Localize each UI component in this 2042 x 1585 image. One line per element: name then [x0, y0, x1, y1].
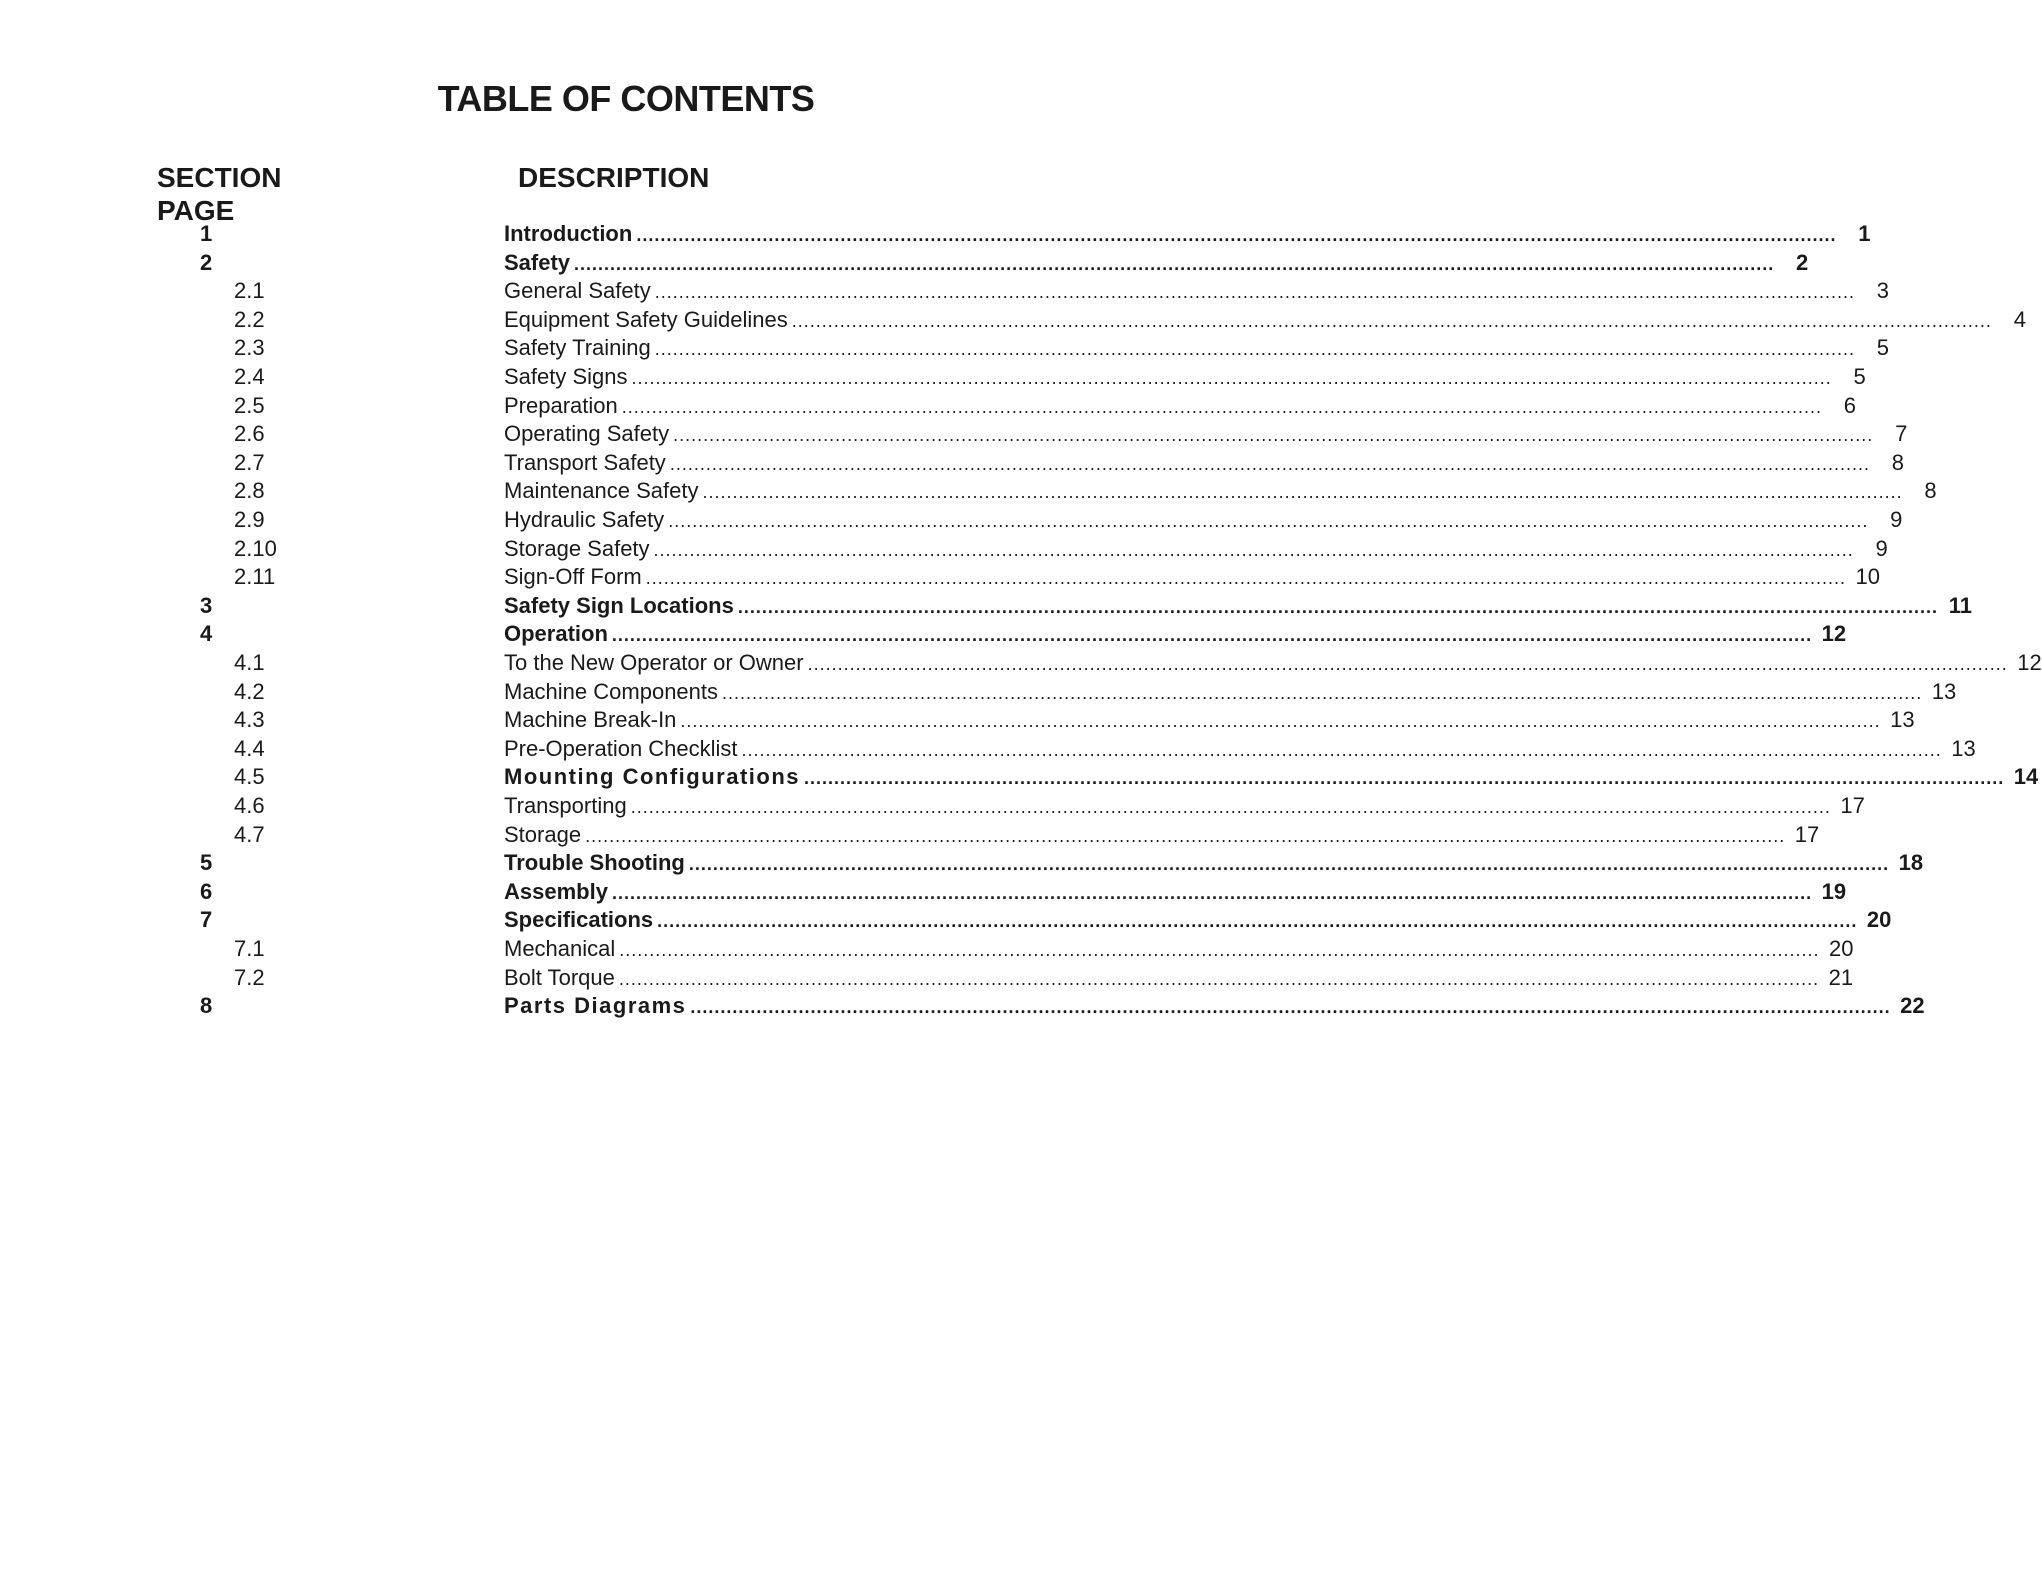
toc-description [504, 935, 1854, 964]
dot-leader: ........................................................................................................................................................................................................ [680, 711, 1881, 732]
toc-page-number: 9 [1875, 535, 1888, 561]
toc-section-number: 6 [200, 878, 213, 904]
toc-title: Storage [504, 821, 582, 847]
dot-leader: ........................................................................................................................................................................................................ [702, 482, 1903, 503]
page-title: TABLE OF CONTENTS [437, 78, 815, 119]
toc-description [504, 678, 1957, 707]
toc-section-number: 4 [200, 621, 213, 647]
dot-leader: ........................................................................................................................................................................................................ [621, 396, 1822, 417]
toc-title: Preparation [504, 392, 618, 418]
toc-entry [0, 620, 1847, 648]
toc-title: Safety Training [504, 335, 651, 361]
toc-entry [0, 763, 2039, 791]
toc-entry [0, 964, 1854, 992]
toc-section-number: 7 [200, 907, 213, 933]
toc-title: Safety Sign Locations [504, 592, 734, 618]
toc-description [504, 306, 2026, 335]
toc-page-number: 13 [1931, 678, 1957, 704]
toc-page-number: 8 [1891, 449, 1905, 475]
dot-leader: ........................................................................................................................................................................................................ [619, 940, 1820, 960]
toc-section-number: 2.2 [234, 306, 265, 332]
toc-entry [0, 649, 2042, 677]
dot-leader: ........................................................................................................................................................................................................ [636, 225, 1837, 245]
toc-page-number: 9 [1890, 507, 1903, 532]
toc-section-number: 8 [200, 993, 213, 1019]
toc-description [504, 992, 1925, 1021]
toc-entry [0, 735, 1976, 763]
dot-leader: ........................................................................................................................................................................................................ [618, 968, 1820, 989]
toc-section-number: 3 [200, 592, 213, 618]
page-column-header: PAGE [157, 195, 235, 226]
toc-entry [0, 477, 1937, 505]
toc-page-number: 14 [2013, 764, 2039, 790]
dot-leader: ........................................................................................................................................................................................................ [690, 997, 1891, 1018]
toc-title: Transport Safety [504, 449, 666, 475]
toc-title: General Safety [504, 278, 651, 304]
toc-page-number: 1 [1858, 221, 1871, 246]
toc-title: Specifications [504, 907, 654, 933]
toc-section-number: 4.1 [234, 650, 265, 675]
toc-title: Maintenance Safety [504, 478, 699, 504]
toc-section-number: 4.2 [234, 678, 265, 704]
toc-section-number: 4.7 [234, 821, 265, 847]
toc-title: Machine Components [504, 678, 719, 704]
toc-description [504, 477, 1937, 506]
toc-section-number: 2.10 [234, 535, 277, 561]
toc-page-number: 12 [2017, 650, 2042, 675]
toc-page-number: 10 [1855, 564, 1880, 590]
toc-page-number: 19 [1821, 878, 1847, 904]
toc-section-number: 4.4 [234, 735, 265, 761]
toc-section-number: 4.5 [234, 764, 265, 790]
toc-description [504, 563, 1880, 592]
toc-entry [0, 792, 1865, 820]
toc-page-number: 7 [1895, 421, 1908, 447]
toc-title: Mechanical [504, 936, 616, 961]
toc-entry [0, 992, 1925, 1020]
toc-description [504, 763, 2039, 792]
dot-leader: ........................................................................................................................................................................................................ [673, 425, 1874, 446]
toc-entry [0, 678, 1957, 706]
toc-entry [0, 849, 1924, 877]
toc-entry [0, 821, 1820, 849]
toc-title: Machine Break-In [504, 707, 677, 733]
toc-page-number: 11 [1948, 592, 1973, 618]
toc-section-number: 2.7 [234, 449, 265, 475]
toc-title: Assembly [504, 878, 608, 904]
dot-leader: ........................................................................................................................................................................................................ [645, 568, 1846, 589]
dot-leader: ........................................................................................................................................................................................................ [654, 339, 1855, 360]
toc-description [504, 420, 1908, 449]
toc-entry [0, 706, 1915, 734]
toc-description [504, 792, 1865, 821]
toc-description [504, 277, 1889, 306]
dot-leader: ........................................................................................................................................................................................................ [611, 882, 1813, 903]
toc-description [504, 249, 1809, 278]
toc-title: Storage Safety [504, 535, 650, 561]
toc-entry [0, 592, 1973, 620]
toc-entry [0, 506, 1903, 534]
toc-title: Equipment Safety Guidelines [504, 306, 788, 332]
dot-leader: ........................................................................................................................................................................................................ [611, 625, 1813, 646]
toc-page-number: 5 [1853, 364, 1866, 389]
toc-section-number: 2 [200, 249, 213, 275]
toc-entry [0, 906, 1892, 934]
toc-page-number: 2 [1796, 249, 1809, 275]
toc-title: Operation [504, 621, 608, 647]
toc-page-number: 20 [1829, 936, 1854, 961]
toc-section-number: 2.1 [234, 278, 265, 304]
toc-section-number: 2.6 [234, 421, 265, 447]
toc-section-number: 2.4 [234, 364, 265, 389]
toc-description [504, 649, 2042, 678]
dot-leader: ........................................................................................................................................................................................................ [630, 797, 1831, 817]
toc-entry [0, 878, 1847, 906]
toc-description [504, 535, 1888, 564]
toc-section-number: 2.11 [234, 564, 276, 590]
toc-page-number: 8 [1924, 478, 1937, 504]
toc-entry [0, 363, 1866, 391]
toc-entry [0, 935, 1854, 963]
toc-title: Transporting [504, 793, 627, 818]
dot-leader: ........................................................................................................................................................................................................ [657, 911, 1858, 932]
toc-title: Parts Diagrams [504, 993, 687, 1019]
toc-entry [0, 449, 1905, 477]
toc-description [504, 449, 1905, 478]
toc-page-number: 6 [1843, 392, 1856, 418]
toc-description [504, 906, 1892, 935]
toc-title: Trouble Shooting [504, 850, 685, 876]
toc-title: Mounting Configurations [504, 764, 800, 790]
toc-description [504, 735, 1976, 764]
toc-section-number: 7.1 [234, 936, 265, 961]
dot-leader: ........................................................................................................................................................................................................ [654, 282, 1855, 303]
dot-leader: ........................................................................................................................................................................................................ [791, 310, 1992, 331]
toc-entry [0, 220, 1871, 248]
dot-leader: ........................................................................................................................................................................................................ [574, 253, 1775, 274]
toc-page-number: 22 [1900, 993, 1925, 1019]
toc-description [504, 964, 1854, 993]
toc-title: Sign-Off Form [504, 564, 642, 590]
toc-title: Safety [504, 249, 571, 275]
toc-page-number: 13 [1890, 707, 1915, 733]
dot-leader: ........................................................................................................................................................................................................ [585, 825, 1786, 846]
toc-section-number: 7.2 [234, 964, 265, 990]
dot-leader: ........................................................................................................................................................................................................ [737, 596, 1939, 617]
toc-entry [0, 535, 1888, 563]
toc-description [504, 620, 1847, 649]
toc-title: Safety Signs [504, 364, 628, 389]
section-column-header: SECTION [157, 162, 282, 193]
toc-section-number: 2.3 [234, 335, 265, 361]
toc-entry [0, 277, 1889, 305]
toc-title: Bolt Torque [504, 964, 615, 990]
toc-description [504, 849, 1924, 878]
toc-entry [0, 563, 1880, 591]
toc-page-number: 12 [1821, 621, 1847, 647]
toc-entry [0, 306, 2026, 334]
toc-title: Operating Safety [504, 421, 670, 447]
toc-title: Hydraulic Safety [504, 507, 665, 532]
toc-description [504, 392, 1856, 421]
toc-page-number: 13 [1951, 735, 1976, 761]
toc-page-number: 20 [1866, 907, 1892, 933]
toc-section-number: 2.5 [234, 392, 265, 418]
description-column-header: DESCRIPTION [518, 162, 710, 193]
toc-section-number: 4.6 [234, 793, 265, 818]
toc-page-number: 3 [1876, 278, 1889, 304]
toc-title: Introduction [504, 221, 633, 246]
toc-page-number: 18 [1898, 850, 1924, 876]
dot-leader: ........................................................................................................................................................................................................ [807, 654, 2008, 674]
toc-entry [0, 334, 1889, 362]
toc-section-number: 5 [200, 850, 213, 876]
dot-leader: ........................................................................................................................................................................................................ [653, 539, 1854, 560]
toc-description [504, 878, 1847, 907]
toc-page-number: 17 [1794, 821, 1820, 847]
toc-title: To the New Operator or Owner [504, 650, 804, 675]
toc-page-number: 4 [2013, 306, 2026, 332]
toc-section-number: 1 [200, 221, 213, 246]
toc-page-number: 21 [1828, 964, 1854, 990]
dot-leader: ........................................................................................................................................................................................................ [722, 682, 1923, 703]
toc-description [504, 334, 1889, 363]
toc-title: Pre-Operation Checklist [504, 735, 738, 761]
toc-description [504, 706, 1915, 735]
toc-entry [0, 392, 1856, 420]
toc-description [504, 821, 1820, 850]
toc-page-number: 17 [1840, 793, 1865, 818]
toc-description [504, 220, 1871, 249]
toc-section-number: 4.3 [234, 707, 265, 733]
toc-entry [0, 420, 1908, 448]
toc-section-number: 2.8 [234, 478, 265, 504]
toc-page-number: 5 [1876, 335, 1889, 361]
toc-description [504, 506, 1903, 535]
dot-leader: ........................................................................................................................................................................................................ [688, 854, 1890, 875]
toc-entry [0, 249, 1809, 277]
dot-leader: ........................................................................................................................................................................................................ [804, 768, 2005, 789]
dot-leader: ........................................................................................................................................................................................................ [669, 453, 1871, 474]
toc-description [504, 363, 1866, 392]
toc-section-number: 2.9 [234, 507, 265, 532]
dot-leader: ........................................................................................................................................................................................................ [631, 368, 1832, 388]
dot-leader: ........................................................................................................................................................................................................ [741, 739, 1942, 760]
dot-leader: ........................................................................................................................................................................................................ [668, 511, 1869, 531]
toc-description [504, 592, 1973, 621]
